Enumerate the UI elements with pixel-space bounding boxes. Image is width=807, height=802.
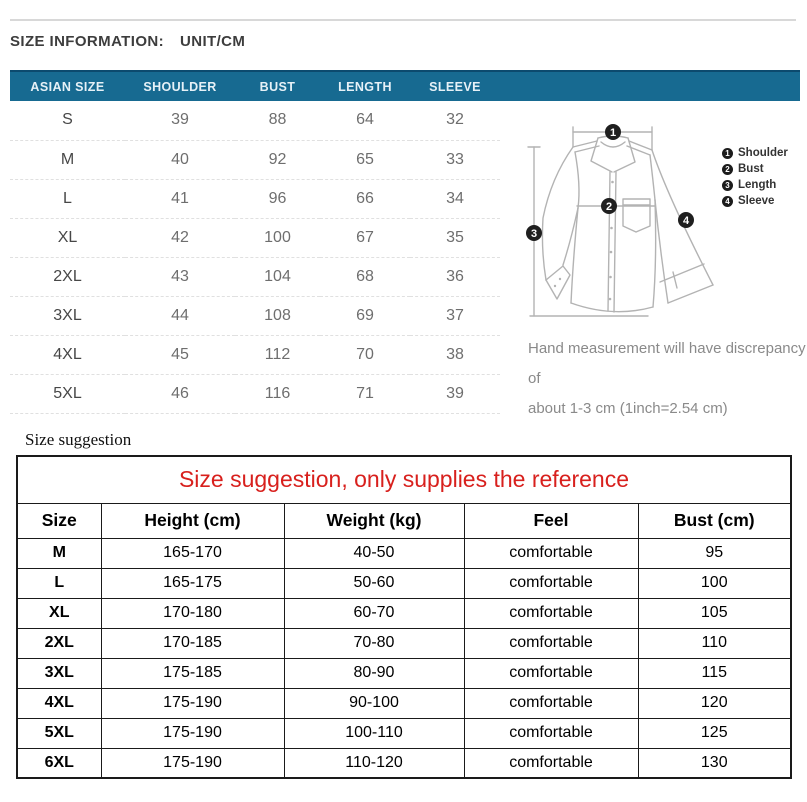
table-cell: 36 [410, 257, 500, 296]
suggestion-header-row [17, 503, 791, 538]
measurement-legend [722, 145, 788, 209]
table-cell: 67 [320, 218, 410, 257]
table-cell: 130 [638, 748, 791, 778]
legend-number-3-icon: 3 [722, 180, 733, 191]
table-row [17, 748, 791, 778]
note-line-1: Hand measurement will have discrepancy of [528, 340, 806, 387]
table-row [17, 658, 791, 688]
note-line-2: about 1-3 cm (1inch=2.54 cm) [528, 400, 728, 417]
table-cell: M [10, 140, 125, 179]
suggestion-header-bust: Bust (cm) [638, 503, 791, 538]
table-cell: 40-50 [284, 538, 464, 568]
table-cell: 70 [320, 335, 410, 374]
table-cell: 100 [235, 218, 320, 257]
table-cell: 116 [235, 374, 320, 413]
table-cell: 90-100 [284, 688, 464, 718]
table-cell: 65 [320, 140, 410, 179]
table-cell: XL [10, 218, 125, 257]
table-cell: 45 [125, 335, 235, 374]
table-cell: comfortable [464, 748, 638, 778]
table-cell: 175-190 [101, 718, 284, 748]
table-cell: 41 [125, 179, 235, 218]
legend-label-length: Length [738, 179, 777, 191]
measure-table [10, 101, 500, 414]
table-cell: comfortable [464, 658, 638, 688]
table-cell: comfortable [464, 688, 638, 718]
table-cell: 105 [638, 598, 791, 628]
legend-label-bust: Bust [738, 163, 764, 175]
shirt-measurement-diagram [505, 100, 720, 350]
marker-1: 1 [609, 127, 617, 139]
table-cell: 4XL [17, 688, 101, 718]
table-cell: 104 [235, 257, 320, 296]
marker-3: 3 [530, 228, 538, 240]
table-cell: 6XL [17, 748, 101, 778]
measure-header-shoulder: SHOULDER [143, 79, 217, 94]
legend-label-sleeve: Sleeve [738, 195, 775, 207]
table-cell: 39 [410, 374, 500, 413]
table-row [17, 598, 791, 628]
table-cell: 40 [125, 140, 235, 179]
table-cell: 120 [638, 688, 791, 718]
table-cell: 2XL [10, 257, 125, 296]
table-cell: 39 [125, 101, 235, 140]
table-cell: 88 [235, 101, 320, 140]
table-cell: L [17, 568, 101, 598]
table-cell: 125 [638, 718, 791, 748]
table-cell: 44 [125, 296, 235, 335]
suggestion-header-feel: Feel [464, 503, 638, 538]
table-cell: comfortable [464, 538, 638, 568]
size-suggestion-table [16, 455, 792, 779]
unit-label: UNIT/CM [180, 33, 246, 50]
measure-header-bust: BUST [259, 79, 296, 94]
table-cell: comfortable [464, 718, 638, 748]
table-cell: 175-185 [101, 658, 284, 688]
suggestion-header-height: Height (cm) [101, 503, 284, 538]
table-cell: 35 [410, 218, 500, 257]
measure-header-length: LENGTH [338, 79, 392, 94]
table-cell: 100-110 [284, 718, 464, 748]
table-cell: 43 [125, 257, 235, 296]
table-cell: 5XL [17, 718, 101, 748]
table-cell: 175-190 [101, 748, 284, 778]
table-cell: 4XL [10, 335, 125, 374]
table-cell: 115 [638, 658, 791, 688]
table-cell: 108 [235, 296, 320, 335]
table-cell: 33 [410, 140, 500, 179]
table-cell: 37 [410, 296, 500, 335]
table-cell: 3XL [10, 296, 125, 335]
table-row [10, 140, 500, 179]
table-row [17, 568, 791, 598]
table-cell: 32 [410, 101, 500, 140]
table-cell: 3XL [17, 658, 101, 688]
table-cell: 68 [320, 257, 410, 296]
suggestion-title-row [17, 456, 791, 503]
marker-4: 4 [682, 215, 690, 227]
table-row [10, 374, 500, 413]
table-cell: 110-120 [284, 748, 464, 778]
measure-header-sleeve: SLEEVE [429, 79, 481, 94]
legend-number-1-icon: 1 [722, 148, 733, 159]
measure-table-header-bar [10, 70, 800, 101]
table-cell: 95 [638, 538, 791, 568]
table-cell: 100 [638, 568, 791, 598]
legend-item-sleeve [722, 193, 788, 209]
table-cell: 64 [320, 101, 410, 140]
legend-item-bust [722, 161, 788, 177]
legend-item-length [722, 177, 788, 193]
legend-number-4-icon: 4 [722, 196, 733, 207]
table-cell: 170-180 [101, 598, 284, 628]
table-cell: XL [17, 598, 101, 628]
table-cell: comfortable [464, 598, 638, 628]
table-row [10, 296, 500, 335]
table-cell: 165-175 [101, 568, 284, 598]
table-row [17, 538, 791, 568]
measure-header-asian-size: ASIAN SIZE [30, 79, 105, 94]
table-cell: L [10, 179, 125, 218]
table-cell: 66 [320, 179, 410, 218]
table-cell: 46 [125, 374, 235, 413]
suggestion-header-weight: Weight (kg) [284, 503, 464, 538]
measurement-note [528, 334, 807, 424]
table-cell: 96 [235, 179, 320, 218]
table-row [10, 218, 500, 257]
table-row [10, 179, 500, 218]
legend-number-2-icon: 2 [722, 164, 733, 175]
table-cell: 42 [125, 218, 235, 257]
size-info-label: SIZE INFORMATION: [10, 33, 165, 50]
table-row [17, 718, 791, 748]
top-divider [10, 19, 796, 21]
legend-item-shoulder [722, 145, 788, 161]
legend-label-shoulder: Shoulder [738, 147, 788, 159]
table-row [10, 101, 500, 140]
table-cell: 34 [410, 179, 500, 218]
table-cell: 50-60 [284, 568, 464, 598]
measure-table-body [10, 101, 500, 413]
table-cell: 170-185 [101, 628, 284, 658]
table-cell: 60-70 [284, 598, 464, 628]
table-cell: comfortable [464, 628, 638, 658]
table-cell: M [17, 538, 101, 568]
table-row [17, 628, 791, 658]
table-cell: 69 [320, 296, 410, 335]
size-info-heading [10, 33, 245, 50]
table-cell: 70-80 [284, 628, 464, 658]
table-cell: 112 [235, 335, 320, 374]
table-cell: 175-190 [101, 688, 284, 718]
table-cell: 5XL [10, 374, 125, 413]
table-cell: 38 [410, 335, 500, 374]
table-cell: 71 [320, 374, 410, 413]
table-cell: comfortable [464, 568, 638, 598]
table-cell: 110 [638, 628, 791, 658]
table-row [10, 335, 500, 374]
table-cell: S [10, 101, 125, 140]
suggestion-table-title: Size suggestion, only supplies the reference [17, 456, 791, 503]
table-cell: 92 [235, 140, 320, 179]
marker-2: 2 [605, 201, 613, 213]
table-row [17, 688, 791, 718]
suggestion-table-body [17, 538, 791, 778]
table-cell: 2XL [17, 628, 101, 658]
suggestion-header-size: Size [17, 503, 101, 538]
table-row [10, 257, 500, 296]
table-cell: 80-90 [284, 658, 464, 688]
table-cell: 165-170 [101, 538, 284, 568]
pocket [623, 199, 650, 232]
size-suggestion-label: Size suggestion [25, 430, 132, 449]
